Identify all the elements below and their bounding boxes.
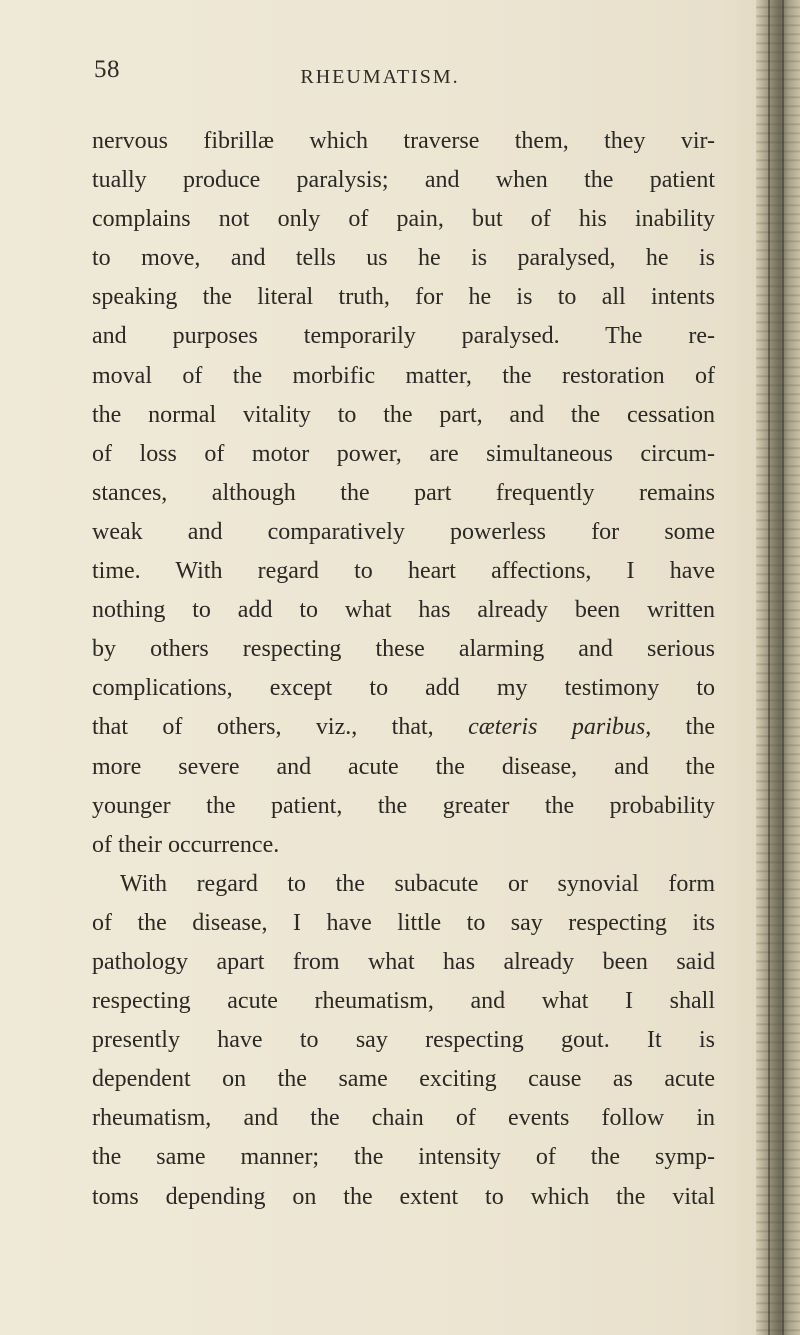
text-line: the normal vitality to the part, and the cessation <box>92 401 715 428</box>
running-head: RHEUMATISM. <box>300 66 460 88</box>
text-line: respecting acute rheumatism, and what I shall <box>92 988 715 1015</box>
page-edge-shadow <box>756 0 800 1335</box>
text-line: of their occurrence. <box>92 831 280 858</box>
text-line-mixed <box>92 708 715 747</box>
text-line: rheumatism, and the chain of events follow in <box>92 1105 715 1132</box>
text-line: moval of the morbific matter, the restoration of <box>92 362 715 389</box>
text-line: the same manner; the intensity of the symp- <box>92 1144 715 1171</box>
text-line: pathology apart from what has already been said <box>92 948 715 975</box>
text-segment: the <box>685 714 715 741</box>
text-line: nervous fibrillæ which traverse them, they vir- <box>92 128 715 154</box>
text-line: speaking the literal truth, for he is to all intents <box>92 284 715 311</box>
text-line: younger the patient, the greater the probability <box>92 792 715 819</box>
page-edge-line <box>768 0 770 1335</box>
text-line: toms depending on the extent to which the vital <box>92 1183 715 1210</box>
text-line: stances, although the part frequently remains <box>92 479 715 506</box>
text-segment: that of others, viz., that, <box>92 714 434 741</box>
text-line: complains not only of pain, but of his inability <box>92 206 715 233</box>
paragraph-first-line: With regard to the subacute or synovial form <box>120 870 715 897</box>
page-edge-line <box>782 0 784 1335</box>
text-line: weak and comparatively powerless for some <box>92 518 715 545</box>
italic-phrase: cæteris paribus, <box>468 714 652 741</box>
text-line: of the disease, I have little to say respecting its <box>92 909 715 936</box>
text-line: more severe and acute the disease, and the <box>92 753 715 780</box>
text-line: tually produce paralysis; and when the patient <box>92 167 715 194</box>
text-line: and purposes temporarily paralysed. The re- <box>92 323 715 350</box>
text-line: complications, except to add my testimony to <box>92 675 715 702</box>
text-line: of loss of motor power, are simultaneous circum- <box>92 440 715 467</box>
text-line: time. With regard to heart affections, I have <box>92 558 715 585</box>
text-line: dependent on the same exciting cause as acute <box>92 1066 715 1093</box>
body-text <box>92 122 715 1217</box>
text-line: by others respecting these alarming and serious <box>92 636 715 663</box>
text-line: presently have to say respecting gout. It is <box>92 1027 715 1054</box>
page-number: 58 <box>94 56 120 83</box>
text-line: to move, and tells us he is paralysed, he is <box>92 245 715 272</box>
text-line: nothing to add to what has already been written <box>92 597 715 624</box>
